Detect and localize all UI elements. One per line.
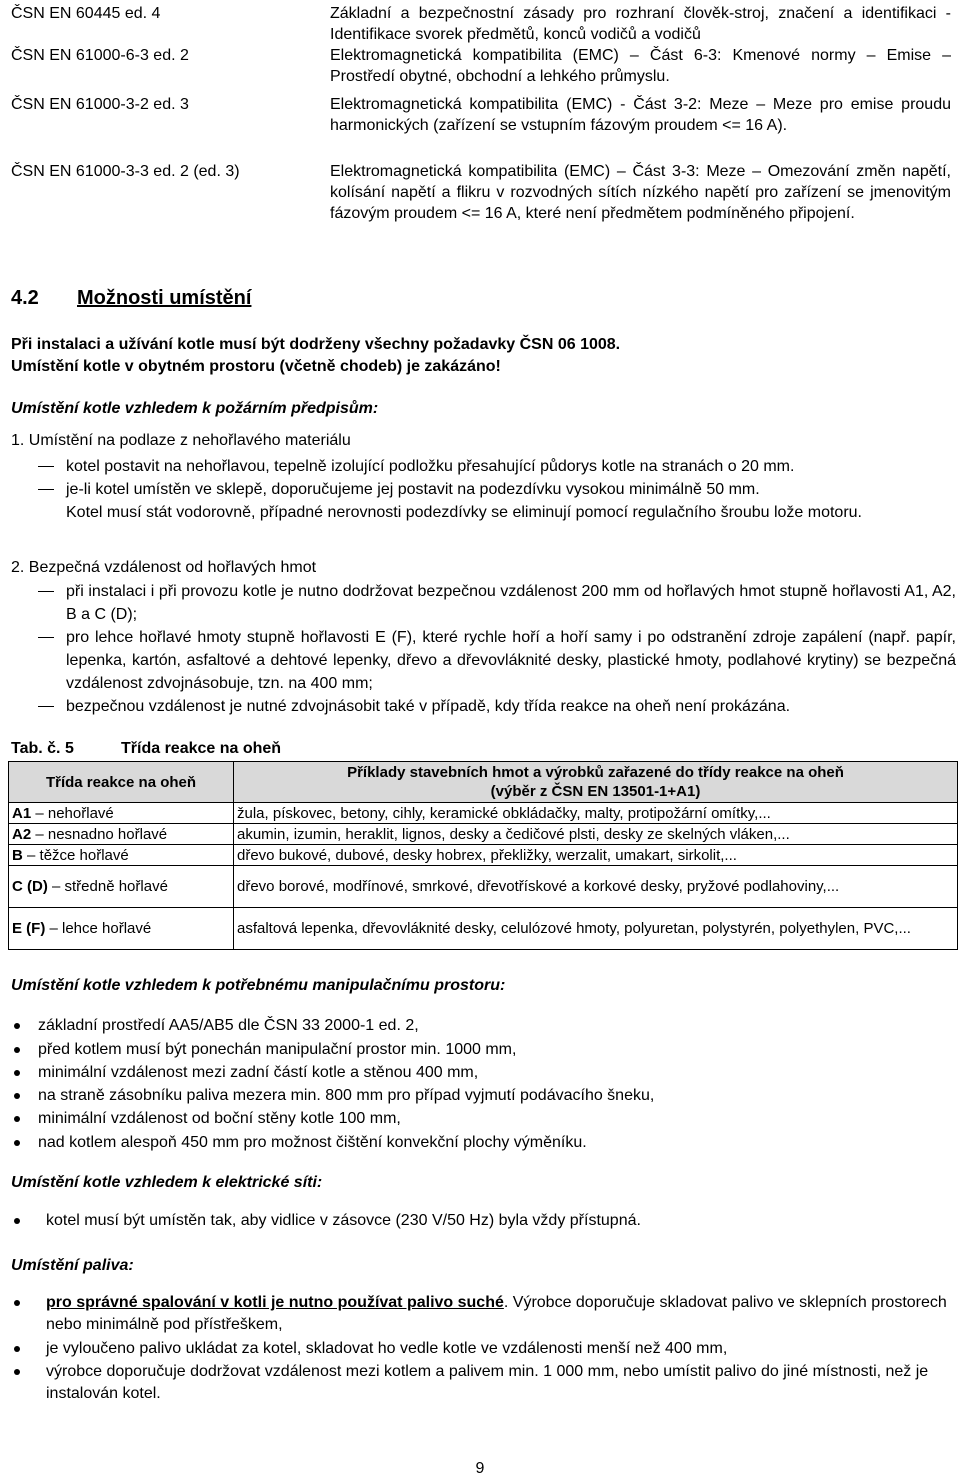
table-row (9, 866, 958, 908)
bullet-icon (14, 1346, 20, 1352)
column-header-examples-line1: Příklady stavebních hmot a výrobků zařazené do třídy reakce na oheň (347, 764, 844, 781)
bullet-icon (14, 1218, 20, 1224)
list-item-text: minimální vzdálenost od boční stěny kotle 100 mm, (38, 1110, 401, 1127)
standard-code: ČSN EN 61000-3-3 ed. 2 (ed. 3) (11, 163, 240, 180)
dash-marker (38, 489, 54, 490)
class-cell (9, 824, 234, 845)
manipulation-space-heading: Umístění kotle vzhledem k potřebnému manipulačnímu prostoru: (11, 977, 506, 994)
class-code: A2 (12, 825, 32, 843)
list-item-text: je-li kotel umístěn ve sklepě, doporučujeme jej postavit na podezdívku vysokou minimálně 50 mm. (66, 481, 760, 498)
class-cell (9, 803, 234, 824)
fire-item-1-note: Kotel musí stát vodorovně, případné nerovnosti podezdívky se eliminují pomocí regulačního šroubu lože motoru. (66, 504, 862, 521)
class-code: B (12, 846, 23, 864)
table-caption (11, 738, 281, 759)
list-item-text: bezpečnou vzdálenost je nutné zdvojnásobit také v případě, kdy třída reakce na oheň není prokázána. (66, 698, 791, 715)
bullet-icon (14, 1300, 20, 1306)
list-item-text: nad kotlem alespoň 450 mm pro možnost čištění konvekční plochy výměníku. (38, 1134, 587, 1151)
class-label: – nesnadno hořlavé (35, 825, 168, 843)
class-cell (9, 845, 234, 866)
class-code: E (F) (12, 920, 46, 937)
fire-item-2-title: 2. Bezpečná vzdálenost od hořlavých hmot (11, 559, 317, 576)
column-header-examples (234, 762, 958, 803)
dash-marker (38, 637, 54, 638)
standard-code: ČSN EN 60445 ed. 4 (11, 5, 161, 22)
class-label: – těžce hořlavé (27, 846, 129, 864)
fire-item-1-title: 1. Umístění na podlaze z nehořlavého materiálu (11, 432, 351, 449)
bullet-icon (14, 1093, 20, 1099)
table-header-row (9, 762, 958, 803)
list-item-text: pro lehce hořlavé hmoty stupně hořlavosti E (F), které rychle hoří a hoří samy i po odstranění zdroje zapálení (např. papír, lepenka, kartón, asfaltové a dehtové lepenky, dřevo a dřevovláknité desky, plastické hmoty, podlahové krytiny) se bezpečná vzdálenost zdvojnásobuje, tzn. na 400 mm; (66, 629, 956, 692)
list-item-text: kotel postavit na nehořlavou, tepelně izolující podložku přesahující půdorys kotle na stranách o 20 mm. (66, 458, 795, 475)
page-number: 9 (475, 1460, 485, 1477)
class-cell (9, 908, 234, 950)
bullet-icon (14, 1116, 20, 1122)
standard-description: Elektromagnetická kompatibilita (EMC) – Část 6-3: Kmenové normy – Emise – Prostředí obytné, obchodní a lehkého průmyslu. (330, 47, 951, 85)
dash-marker (38, 706, 54, 707)
dash-marker (38, 591, 54, 592)
emphasized-text: pro správné spalování v kotli je nutno používat palivo suché (46, 1294, 504, 1311)
list-item-text: základní prostředí AA5/AB5 dle ČSN 33 2000-1 ed. 2, (38, 1017, 419, 1034)
standard-code: ČSN EN 61000-3-2 ed. 3 (11, 96, 189, 113)
table-number: Tab. č. 5 (11, 740, 74, 757)
standard-description: Základní a bezpečnostní zásady pro rozhraní člověk-stroj, značení a identifikaci - Identifikace svorek předmětů, konců vodičů a vodičů (330, 5, 951, 43)
list-item-text: při instalaci i při provozu kotle je nutno dodržovat bezpečnou vzdálenost 200 mm od hořlavých hmot stupně hořlavosti A1, A2, B a C (D); (66, 583, 956, 623)
examples-cell: žula, pískovec, betony, cihly, keramické obkládačky, malty, protipožární omítky,... (234, 803, 958, 824)
dash-marker (38, 466, 54, 467)
list-item-text: kotel musí být umístěn tak, aby vidlice v zásovce (230 V/50 Hz) byla vždy přístupná. (46, 1212, 641, 1229)
table-row (9, 908, 958, 950)
intro-requirements: Při instalaci a užívání kotle musí být dodrženy všechny požadavky ČSN 06 1008. (11, 336, 621, 353)
table-row (9, 824, 958, 845)
list-item-text: na straně zásobníku paliva mezera min. 800 mm pro případ vyjmutí podávacího šneku, (38, 1087, 655, 1104)
standard-code: ČSN EN 61000-6-3 ed. 2 (11, 47, 189, 64)
standard-description: Elektromagnetická kompatibilita (EMC) – Část 3-3: Meze – Omezování změn napětí, kolísání napětí a flikru v rozvodných sítích nízkého napětí pro zařízení se jmenovitým fázovým proudem <= 16 A, které není předmětem podmíněného připojení. (330, 163, 951, 222)
list-item-text: před kotlem musí být ponechán manipulační prostor min. 1000 mm, (38, 1041, 517, 1058)
class-label: – nehořlavé (35, 804, 114, 822)
fire-reaction-table (8, 761, 958, 950)
bullet-icon (14, 1070, 20, 1076)
section-title: Možnosti umístění (77, 287, 252, 309)
bullet-icon (14, 1140, 20, 1146)
examples-cell: akumin, izumin, heraklit, lignos, desky a čedičové plsti, desky ze skelných vláken,... (234, 824, 958, 845)
examples-cell: dřevo bukové, dubové, desky hobrex, překližky, werzalit, umakart, sirkolit,... (234, 845, 958, 866)
column-header-class: Třída reakce na oheň (9, 762, 234, 803)
bullet-icon (14, 1047, 20, 1053)
class-code: C (D) (12, 878, 48, 895)
list-item-text-rest: . Výrobce doporučuje skladovat palivo ve sklepních prostorech nebo minimálně pod přístřeškem, (46, 1294, 947, 1333)
class-label: – lehce hořlavé (49, 920, 152, 937)
column-header-examples-line2: (výběr z ČSN EN 13501-1+A1) (490, 783, 701, 800)
class-code: A1 (12, 804, 32, 822)
bullet-icon (14, 1023, 20, 1029)
standard-description: Elektromagnetická kompatibilita (EMC) - Část 3-2: Meze – Meze pro emise proudu harmonických (zařízení se vstupním fázovým proudem <= 16 A). (330, 96, 951, 134)
examples-cell: dřevo borové, modřínové, smrkové, dřevotřískové a korkové desky, pryžové podlahoviny,... (234, 866, 958, 908)
fuel-heading: Umístění paliva: (11, 1257, 134, 1274)
list-item-text: výrobce doporučuje dodržovat vzdálenost mezi kotlem a palivem min. 1 000 mm, nebo umístit palivo do jiné místnosti, než je instalován kotel. (46, 1363, 929, 1402)
table-title: Třída reakce na oheň (121, 740, 282, 757)
intro-prohibition: Umístění kotle v obytném prostoru (včetně chodeb) je zakázáno! (11, 358, 501, 375)
fire-regulations-heading: Umístění kotle vzhledem k požárním předpisům: (11, 400, 379, 417)
examples-cell: asfaltová lepenka, dřevovláknité desky, celulózové hmoty, polyuretan, polystyrén, polyethylen, PVC,... (234, 908, 958, 950)
section-heading (11, 285, 251, 311)
class-cell (9, 866, 234, 908)
table-row (9, 803, 958, 824)
list-item-text: je vyloučeno palivo ukládat za kotel, skladovat ho vedle kotle ve vzdálenosti menší než 400 mm, (46, 1340, 728, 1357)
electrical-heading: Umístění kotle vzhledem k elektrické síti: (11, 1174, 323, 1191)
list-item-text (46, 1292, 956, 1336)
table-row (9, 845, 958, 866)
section-number: 4.2 (11, 287, 39, 309)
bullet-icon (14, 1369, 20, 1375)
list-item-text: minimální vzdálenost mezi zadní částí kotle a stěnou 400 mm, (38, 1064, 479, 1081)
class-label: – středně hořlavé (52, 878, 168, 895)
